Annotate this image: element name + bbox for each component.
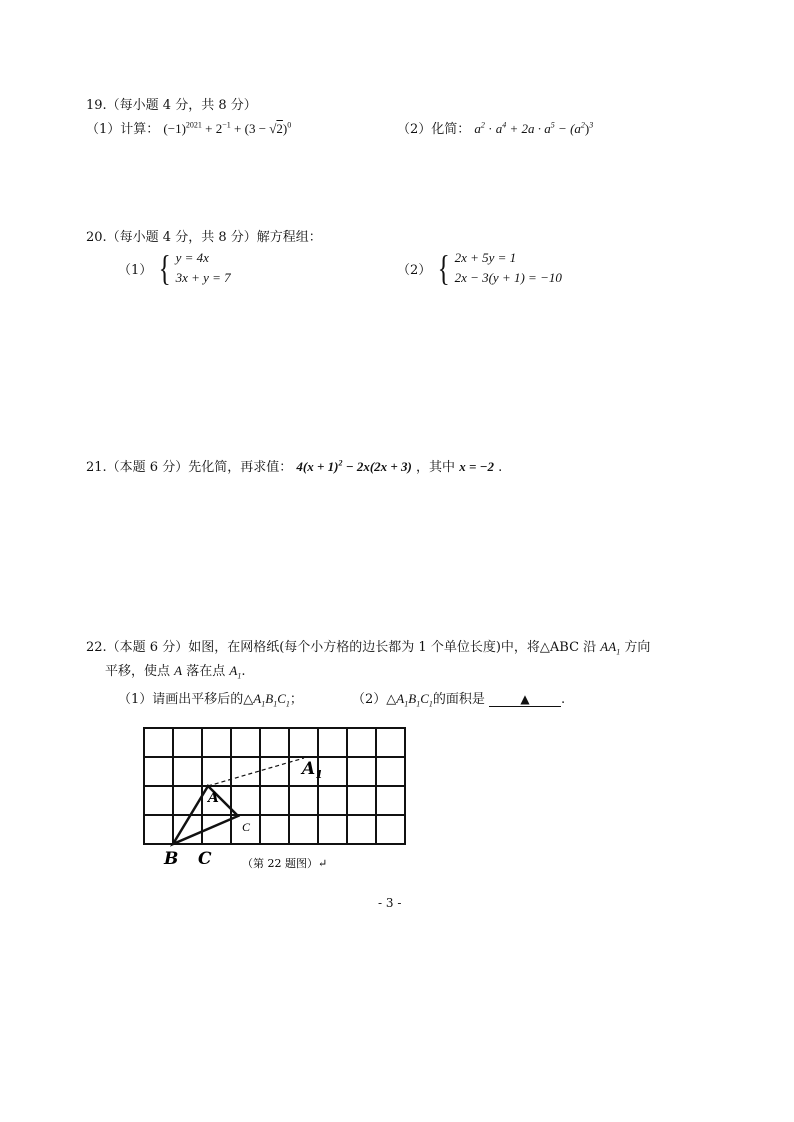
- q22-subpart2: $(2)\triangle A_1B_1C_1$的面积是 ▲ .: [352, 691, 566, 709]
- q22-vector-aa1: $AA_1$: [600, 639, 621, 657]
- q19-part1-label: （1）计算：: [86, 122, 160, 137]
- label-b: B: [164, 849, 179, 869]
- q22-line1: [86, 636, 650, 655]
- q21-condition: x = −2: [459, 459, 494, 474]
- q20-part1-eq1: y = 4x: [175, 250, 209, 265]
- page-number: - 3 -: [378, 896, 402, 910]
- q22-grid-figure: [130, 720, 420, 880]
- q20-part1-system: [176, 250, 231, 286]
- q21-text: [86, 456, 502, 475]
- q21-where: ，其中: [416, 460, 456, 475]
- q20-part1-label: （1）: [118, 262, 153, 278]
- label-a1: $A_1$: [302, 759, 323, 781]
- q22-line2-text: 平移，使点: [105, 664, 171, 679]
- q21-period: .: [498, 460, 503, 475]
- q22-prompt: 22.（本题 6 分）如图，在网格纸(每个小方格的边长都为 1 个单位长度)中，将△ABC 沿: [86, 640, 597, 655]
- q22-line2-mid: 落在点: [186, 664, 226, 679]
- answer-blank[interactable]: [489, 692, 561, 707]
- triangle-marker-icon: ▲: [520, 692, 530, 706]
- q20-part2-label: （2）: [397, 262, 432, 278]
- label-a: A: [208, 790, 219, 806]
- q22-triangle-a1b1c1: $A_1B_1C_1$: [396, 691, 433, 709]
- q20-part2-eq1: 2x + 5y = 1: [454, 250, 517, 265]
- q19-heading: 19.（每小题 4 分，共 8 分）: [86, 98, 257, 113]
- q20-part1: [118, 250, 231, 286]
- left-brace-icon: {: [437, 248, 450, 288]
- q22-point-a1: $A_1$: [229, 663, 242, 681]
- q21-expression: $4(x + 1)^2 - 2x(2x + 3)$: [296, 458, 412, 474]
- q20-part2-eq2: 2x − 3(y + 1) = −10: [454, 270, 562, 285]
- label-c-big: C: [198, 849, 212, 869]
- figure-caption: （第 22 题图）↵: [242, 857, 328, 870]
- q22-point-a: A: [174, 663, 183, 678]
- q20-part1-eq2: 3x + y = 7: [175, 270, 231, 285]
- q19-part1-expression: $(-1)^{2021} + 2^{-1} + (3 - √2)^0$: [163, 120, 292, 136]
- q22-subpart2-text: （2）△: [352, 692, 397, 707]
- q22-direction: 方向: [624, 640, 651, 655]
- q20-part2: [397, 250, 562, 286]
- q20-part2-system: [455, 250, 562, 286]
- q22-subpart1: （1）请画出平移后的$\triangle A_1B_1C_1$；: [118, 691, 303, 709]
- q20-heading: 20.（每小题 4 分，共 8 分）解方程组：: [86, 230, 322, 245]
- left-brace-icon: {: [158, 248, 171, 288]
- q19-part2: [397, 118, 593, 137]
- q19-part2-label: （2）化简：: [397, 122, 471, 137]
- sqrt-icon: √: [269, 121, 277, 136]
- label-c-small: C: [242, 820, 251, 834]
- q21-prompt: 21.（本题 6 分）先化简，再求值：: [86, 460, 293, 475]
- q22-subpart1-text: （1）请画出平移后的△: [118, 692, 254, 707]
- q19-part2-expression: $a^2 \cdot a^4 + 2a \cdot a^5 - (a^2)^3$: [474, 120, 594, 136]
- q22-line2: 平移，使点 A 落在点 $A_1$.: [105, 663, 246, 681]
- q19-part1: [86, 118, 291, 137]
- q22-triangle-a1b1c1: $A_1B_1C_1$: [253, 691, 290, 709]
